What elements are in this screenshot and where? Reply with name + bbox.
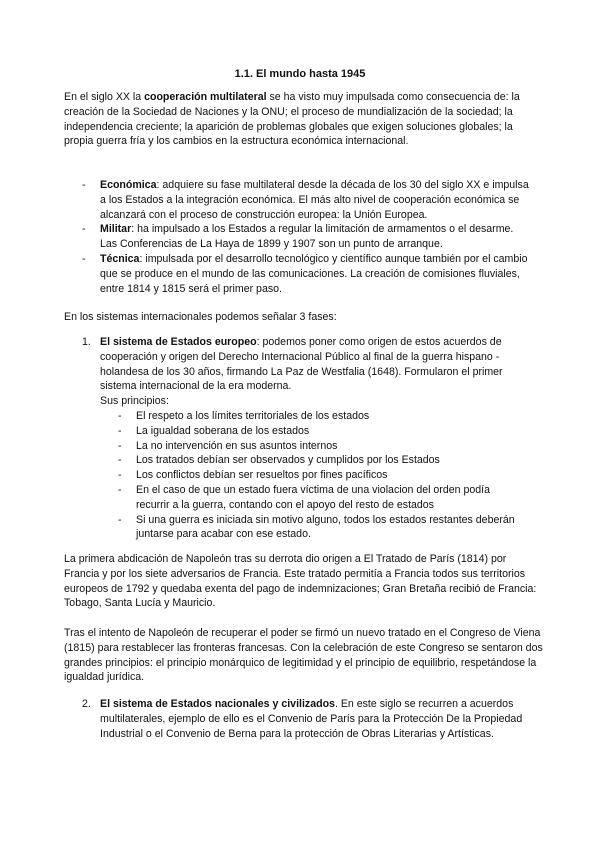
principle-text: El respeto a los límites territoriales de los estados (136, 409, 370, 422)
principle-text: Si una guerra es iniciada sin motivo alguno, todos los estados restantes deberán juntarse para acabar con ese estado. (136, 513, 515, 541)
section-title: 1.1. El mundo hasta 1945 (234, 68, 366, 80)
principles-list (100, 409, 532, 542)
dash-bullet: - (82, 223, 86, 236)
cooperation-aspects-list (0, 178, 600, 296)
aspect-text: : ha impulsado a los Estados a regular la limitación de armamentos o el desarme. Las Conferencias de La Haya de 1899 y 1907 son un punto de arranque. (100, 223, 514, 251)
principle-item (100, 424, 516, 439)
principle-item (100, 483, 516, 513)
aspect-label: Técnica (100, 252, 140, 265)
principle-text: En el caso de que un estado fuera víctima de una violacion del orden podía recurrir a la guerra, contando con el apoyo del resto de estados (136, 483, 490, 511)
principle-text: Los conflictos debían ser resueltos por fines pacíficos (136, 469, 388, 482)
dash-bullet: - (82, 252, 86, 265)
aspect-text: : adquiere su fase multilateral desde la década de los 30 del siglo XX e impulsa a los Estados a la integración económica. El más alto nivel de cooperación económica se alcanzará con el proceso de construcción europea: la Unión Europea. (100, 179, 529, 221)
dash-bullet: - (118, 483, 122, 496)
principle-text: La igualdad soberana de los estados (136, 424, 310, 437)
aspect-label: Militar (100, 223, 132, 236)
dash-bullet: - (118, 439, 122, 452)
aspect-label: Económica (100, 179, 157, 191)
principle-item (100, 513, 516, 543)
principle-item (100, 468, 516, 483)
dash-bullet: - (118, 469, 122, 482)
napoleon-paragraph-2: Tras el intento de Napoleón de recuperar el poder se firmó un nuevo tratado en el Congreso de Viena (1815) para restablecer las fronteras francesas. Con la celebración de este Congreso se sentaron dos grandes principios: el principio monárquico de legitimidad y el principio de equilibrio, respetándose la igualdad jurídica. (64, 627, 543, 684)
dash-bullet: - (118, 409, 122, 422)
phase-2-body (100, 697, 532, 741)
principle-text: Los tratados debían ser observados y cumplidos por los Estados (136, 454, 440, 467)
dash-bullet: - (118, 513, 122, 526)
principle-item (100, 439, 516, 454)
dash-bullet: - (118, 424, 122, 437)
aspect-text: : impulsada por el desarrollo tecnológico y científico aunque también por el cambio que se produce en el mundo de las comunicaciones. La creación de comisiones fluviales, entre 1814 y 1815 será el primer paso. (100, 252, 528, 295)
phase-1-text: : podemos poner como origen de estos acuerdos de cooperación y origen del Derecho Internacional Público al final de la guerra hispano - holandesa de los 30 años, firmando La Paz de Westfalia (1648). Formularon el primer sistema internacional de la era moderna. (100, 336, 503, 393)
intro-paragraph (64, 90, 544, 149)
intro-text-start: En el siglo XX la (64, 91, 145, 103)
intro-text-end: se ha visto muy impulsada como consecuencia de: la creación de la Sociedad de Naciones y la ONU; el proceso de mundialización de la sociedad; la independencia creciente; la aparición de problemas globales que exigen soluciones globales; la propia guerra fría y los cambios en la estructura económica internacional. (64, 91, 520, 148)
dash-bullet: - (118, 454, 122, 467)
principle-item (100, 453, 516, 468)
phase-1-body (100, 335, 532, 542)
phase-2-label: El sistema de Estados nacionales y civilizados (100, 698, 335, 710)
principle-item (100, 409, 516, 424)
phase-1-description (100, 335, 532, 394)
phase-2-item (0, 697, 600, 741)
list-item-militar (0, 222, 530, 252)
list-item-economica (0, 178, 530, 222)
dash-bullet: - (82, 179, 86, 191)
intro-bold-term: cooperación multilateral (144, 91, 267, 103)
phase-2-text: . En este siglo se recurren a acuerdos multilaterales, ejemplo de ello es el Convenio de París para la Protección De la Propiedad Industrial o el Convenio de Berna para la protección de Obras Literarias y Artísticas. (100, 698, 523, 740)
principles-label: Sus principios: (100, 395, 169, 408)
phase-1-item (0, 335, 600, 542)
phase-1-label: El sistema de Estados europeo (100, 336, 257, 348)
phases-intro: En los sistemas internacionales podemos señalar 3 fases: (64, 311, 337, 323)
phase-2-number: 2. (82, 698, 91, 710)
principle-text: La no intervención en sus asuntos internos (136, 439, 338, 452)
list-item-tecnica (0, 252, 530, 296)
phase-1-number: 1. (82, 336, 91, 348)
napoleon-paragraph-1: La primera abdicación de Napoleón tras su derrota dio origen a El Tratado de París (1814) por Francia y por los siete adversarios de Francia. Este tratado permitía a Francia todos sus territorios europeos de 1792 y quedaba exenta del pago de indemnizaciones; Gran Bretaña recibió de Francia: Tobago, Santa Lucía y Mauricio. (64, 553, 537, 610)
